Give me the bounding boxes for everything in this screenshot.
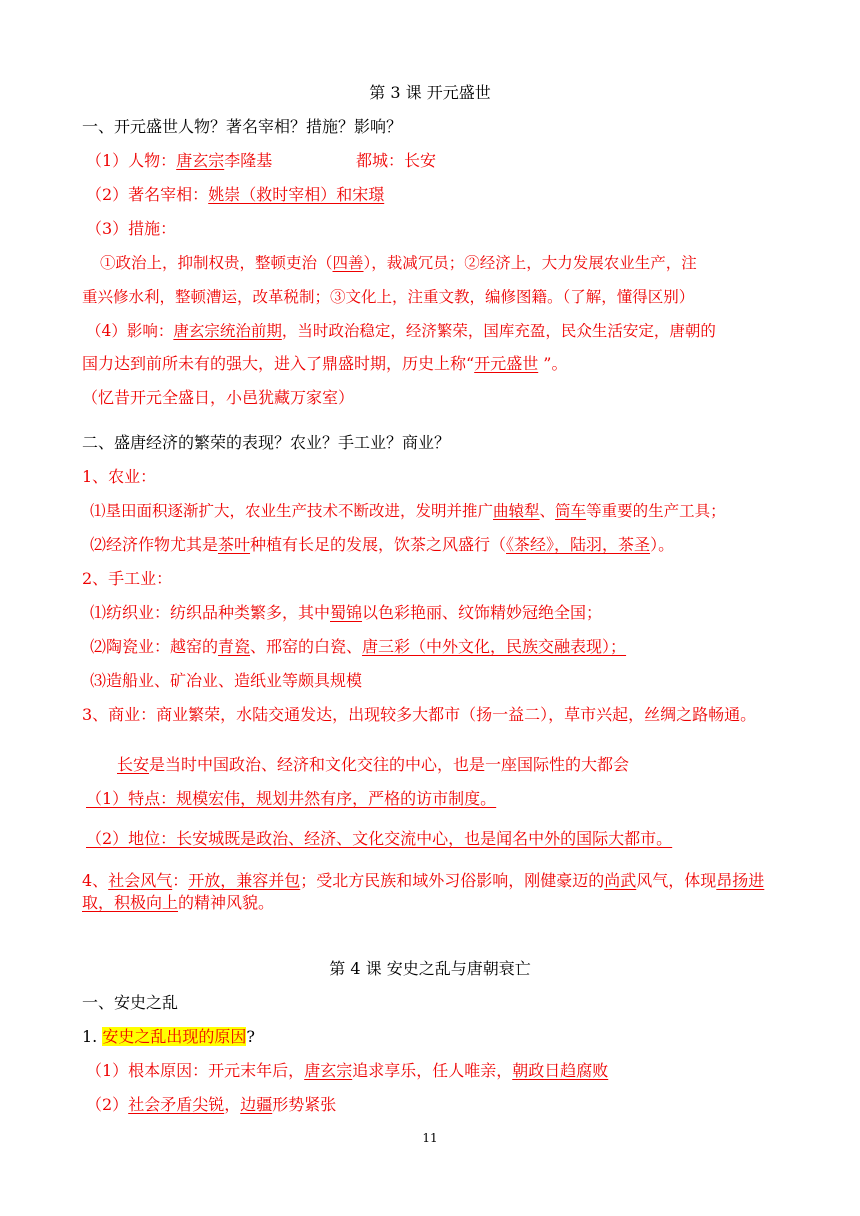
agriculture-heading: 1、农业： — [82, 467, 157, 486]
handicraft-item-2: ⑵陶瓷业：越窑的青瓷、邢窑的白瓷、唐三彩（中外文化，民族交融表现）； — [90, 637, 627, 656]
changan-line: 长安是当时中国政治、经济和文化交往的中心，也是一座国际性的大都会 — [117, 755, 630, 774]
measures-heading: （3）措施： — [86, 219, 177, 238]
handicraft-item-3: ⑶造船业、矿冶业、造纸业等颇具规模 — [90, 671, 363, 690]
question-1-heading: 一、开元盛世人物？著名宰相？措施？影响？ — [82, 117, 403, 136]
changan-status: （2）地位：长安城既是政治、经济、文化交流中心，也是闻名中外的国际大都市。 — [86, 829, 673, 848]
highlighted-question: 安史之乱出现的原因 — [102, 1027, 247, 1046]
handicraft-item-1: ⑴纺织业：纺织品种类繁多，其中蜀锦以色彩艳丽、纹饰精妙冠绝全国； — [90, 603, 603, 622]
question-2-heading: 二、盛唐经济的繁荣的表现？农业？手工业？商业？ — [82, 433, 451, 452]
commerce-paragraph: 3、商业：商业繁荣，水陆交通发达，出现较多大都市（扬一益二），草市兴起，丝绸之路畅通。 — [82, 705, 757, 724]
lesson4-section-heading: 一、安史之乱 — [82, 993, 179, 1012]
capital: 都城：长安 — [356, 151, 437, 170]
handicraft-heading: 2、手工业： — [82, 569, 173, 588]
root-cause-line: （1）根本原因：开元末年后，唐玄宗追求享乐，任人唯亲，朝政日趋腐败 — [86, 1061, 609, 1080]
social-contradiction-line: （2）社会矛盾尖锐，边疆形势紧张 — [86, 1095, 337, 1114]
agriculture-item-1: ⑴垦田面积逐渐扩大，农业生产技术不断改进，发明并推广曲辕犁、筒车等重要的生产工具； — [90, 502, 726, 520]
prime-ministers: 姚崇（救时宰相）和宋璟 — [208, 185, 385, 204]
lesson3-title: 第 3 课 开元盛世 — [369, 83, 491, 102]
agriculture-item-2: ⑵经济作物尤其是茶叶种植有长足的发展，饮茶之风盛行（《茶经》，陆羽，茶圣）。 — [90, 535, 675, 554]
measures-line-1: ①政治上，抑制权贵，整顿吏治（四善），裁减冗员；②经济上，大力发展农业生产，注 — [100, 254, 697, 272]
influence-line-2: 国力达到前所未有的强大，进入了鼎盛时期，历史上称“开元盛世 ”。 — [82, 354, 568, 373]
prime-ministers-line: （2）著名宰相：姚崇（救时宰相）和宋璟 — [86, 185, 385, 204]
poem-quote: （忆昔开元全盛日，小邑犹藏万家室） — [82, 388, 355, 407]
lesson4-title: 第 4 课 安史之乱与唐朝衰亡 — [329, 959, 531, 978]
social-customs-paragraph: 4、社会风气：开放，兼容并包；受北方民族和域外习俗影响，刚健豪迈的尚武风气，体现昂扬进取，积极向上的精神风貌。 — [82, 871, 765, 912]
page-number: 11 — [422, 1131, 438, 1145]
emperor-name: 唐玄宗 — [176, 151, 225, 170]
influence-line-1: （4）影响：唐玄宗统治前期，当时政治稳定，经济繁荣，国库充盈，民众生活安定，唐朝的 — [86, 322, 716, 340]
changan-feature: （1）特点：规模宏伟，规划井然有序，严格的访市制度。 — [86, 789, 497, 808]
cause-question: 1. 安史之乱出现的原因? — [82, 1027, 255, 1046]
measures-line-2: 重兴修水利，整顿漕运，改革税制；③文化上，注重文教，编修图籍。（了解，懂得区别） — [82, 288, 695, 306]
figure-line: （1）人物：唐玄宗李隆基 都城：长安 — [86, 151, 437, 170]
